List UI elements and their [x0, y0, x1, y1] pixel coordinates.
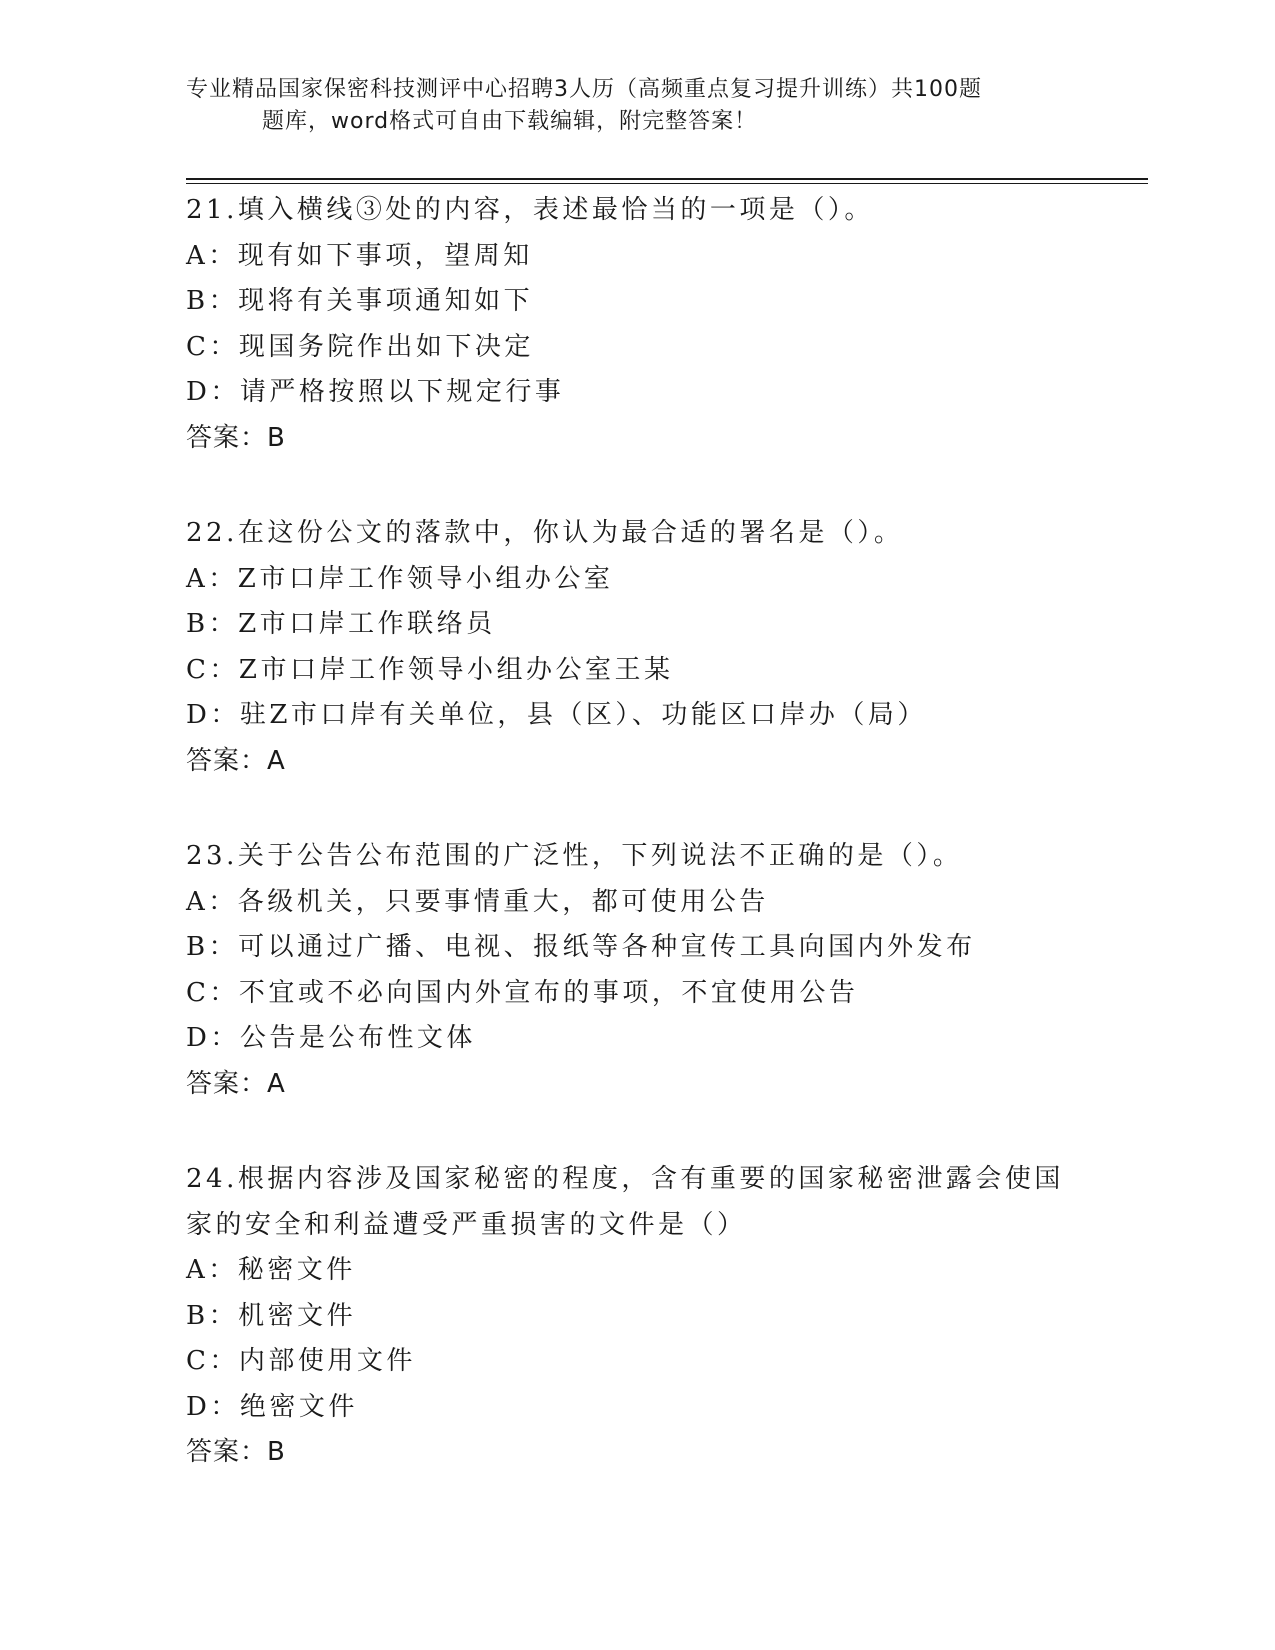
question-24 [186, 1157, 1146, 1476]
option-a: A：各级机关，只要事情重大，都可使用公告 [186, 886, 769, 917]
header-divider-thick [186, 178, 1148, 180]
option-a: A：Z市口岸工作领导小组办公室 [186, 563, 614, 594]
question-stem: 21.填入横线③处的内容，表述最恰当的一项是（）。 [186, 195, 874, 225]
option-b: B：现将有关事项通知如下 [186, 286, 534, 316]
option-b: B：可以通过广播、电视、报纸等各种宣传工具向国内外发布 [186, 932, 976, 962]
document-header [186, 74, 1066, 138]
question-21 [186, 188, 1146, 461]
question-stem: 23.关于公告公布范围的广泛性，下列说法不正确的是（）。 [186, 841, 963, 871]
question-22 [186, 511, 1146, 784]
option-d: D：驻Z市口岸有关单位，县（区）、功能区口岸办（局） [186, 700, 927, 730]
header-title-line-1: 专业精品国家保密科技测评中心招聘3人历（高频重点复习提升训练）共100题 [186, 77, 982, 102]
option-b: B：Z市口岸工作联络员 [186, 609, 496, 639]
question-list [186, 188, 1146, 1526]
option-a: A：现有如下事项，望周知 [186, 240, 533, 271]
option-a: A：秘密文件 [186, 1255, 356, 1285]
header-title-line-2: 题库，word格式可自由下载编辑，附完整答案！ [262, 109, 758, 134]
header-divider-thin [186, 183, 1148, 184]
option-c: C：不宜或不必向国内外宣布的事项，不宜使用公告 [186, 977, 859, 1008]
question-stem: 24.根据内容涉及国家秘密的程度，含有重要的国家秘密泄露会使国家的安全和利益遭受严重损害的文件是（） [186, 1164, 1064, 1240]
option-d: D：请严格按照以下规定行事 [186, 377, 565, 407]
answer-line: 答案：B [186, 422, 286, 453]
option-d: D：绝密文件 [186, 1391, 358, 1422]
option-b: B：机密文件 [186, 1300, 357, 1331]
question-23 [186, 834, 1146, 1107]
option-d: D：公告是公布性文体 [186, 1023, 476, 1053]
option-c: C：内部使用文件 [186, 1346, 416, 1376]
answer-line: 答案：A [186, 1068, 286, 1099]
answer-line: 答案：A [186, 745, 286, 776]
option-c: C：Z市口岸工作领导小组办公室王某 [186, 654, 674, 685]
option-c: C：现国务院作出如下决定 [186, 331, 534, 362]
question-stem: 22.在这份公文的落款中，你认为最合适的署名是（）。 [186, 518, 904, 548]
answer-line: 答案：B [186, 1437, 286, 1467]
